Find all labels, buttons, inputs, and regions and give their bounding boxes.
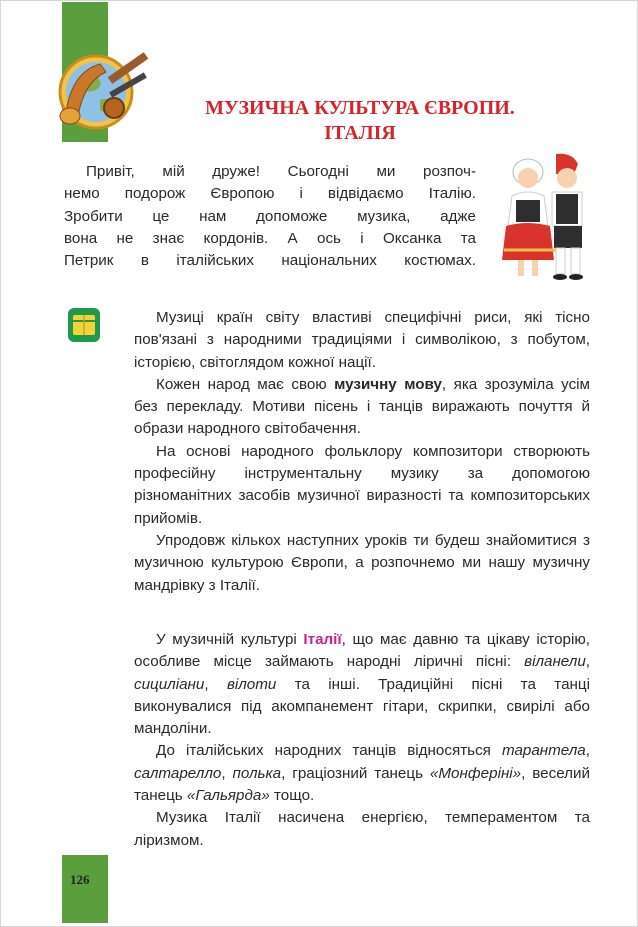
italic-term: вілоти (226, 675, 277, 693)
bold-term: музичну мову (334, 375, 442, 393)
italic-term: тарантела (501, 742, 586, 760)
paragraph (134, 740, 590, 807)
italic-term: «Гальярда» (186, 787, 270, 805)
text-run: тощо. (269, 787, 315, 805)
section-2 (134, 629, 590, 852)
paragraph (134, 374, 590, 441)
text-run: , (204, 675, 227, 693)
paragraph (134, 629, 590, 740)
text-run: У музичній культурі (156, 631, 304, 648)
text-run: та інші. Традиційні пісні та танці виконувалися під акомпанемент гітари, скрипки, свирілі або мандоліни. (134, 675, 590, 738)
italic-term: сициліани (134, 675, 205, 693)
text-run: , (585, 653, 590, 671)
highlighted-term: Італії (303, 631, 342, 648)
text-run: , граціозний танець (281, 764, 430, 782)
paragraph: Музика Італії насичена енергією, темпераментом та ліризмом. (134, 809, 590, 849)
text-run: , яка зрозуміла усім без перекладу. Мотиви пісень і танців виражають почуття й образи народного світобачення. (134, 375, 590, 438)
italic-term: віланели (524, 653, 586, 671)
italic-term: полька (232, 764, 282, 782)
text-run: , що має давню та цікаву історію, особливе місце займають народні ліричні пісні: (134, 631, 590, 671)
green-margin-strip-bottom (62, 855, 108, 923)
section-1 (134, 307, 590, 597)
text-run: , (585, 742, 590, 760)
text-run: До італійських народних танців відносяться (156, 742, 502, 760)
italic-term: салтарелло (134, 764, 222, 782)
children-in-italian-costumes-illustration (500, 150, 592, 285)
italic-term: «Монферіні» (429, 764, 522, 782)
paragraph: Музиці країн світу властиві специфічні риси, які тісно пов'язані з народними традиціями і символікою, з побутом, історією, світоглядом кожної нації. (134, 309, 590, 371)
page-title (160, 96, 560, 146)
page-number: 126 (70, 872, 90, 887)
music-emblem-icon (48, 42, 158, 137)
intro-line: Зробити це нам допоможе музика, адже (64, 207, 476, 225)
intro-line: вона не знає кордонів. А ось і Оксанка та (64, 229, 476, 247)
intro-line: Привіт, мій друже! Сьогодні ми розпоч- (86, 163, 476, 180)
intro-paragraph (64, 161, 476, 272)
text-run: , веселий танець (134, 764, 590, 805)
book-icon (67, 307, 101, 343)
paragraph: На основі народного фольклору композитори створюють професійну інструментальну музику за допомогою різноманітних засобів музичної виразності та композиторських прийомів. (134, 442, 590, 527)
intro-line: Петрик в італійських національних костюмах. (64, 252, 476, 270)
title-line-1: МУЗИЧНА КУЛЬТУРА ЄВРОПИ. (205, 97, 515, 119)
text-run: Кожен народ має свою (156, 375, 335, 393)
paragraph: Упродовж кількох наступних уроків ти будеш знайомитися з музичною культурою Європи, а розпочнемо ми нашу музичну мандрівку з Італії. (134, 531, 590, 594)
title-line-2: ІТАЛІЯ (324, 122, 396, 144)
text-run: , (221, 764, 233, 782)
intro-line: немо подорож Європою і відвідаємо Італію. (64, 185, 476, 203)
